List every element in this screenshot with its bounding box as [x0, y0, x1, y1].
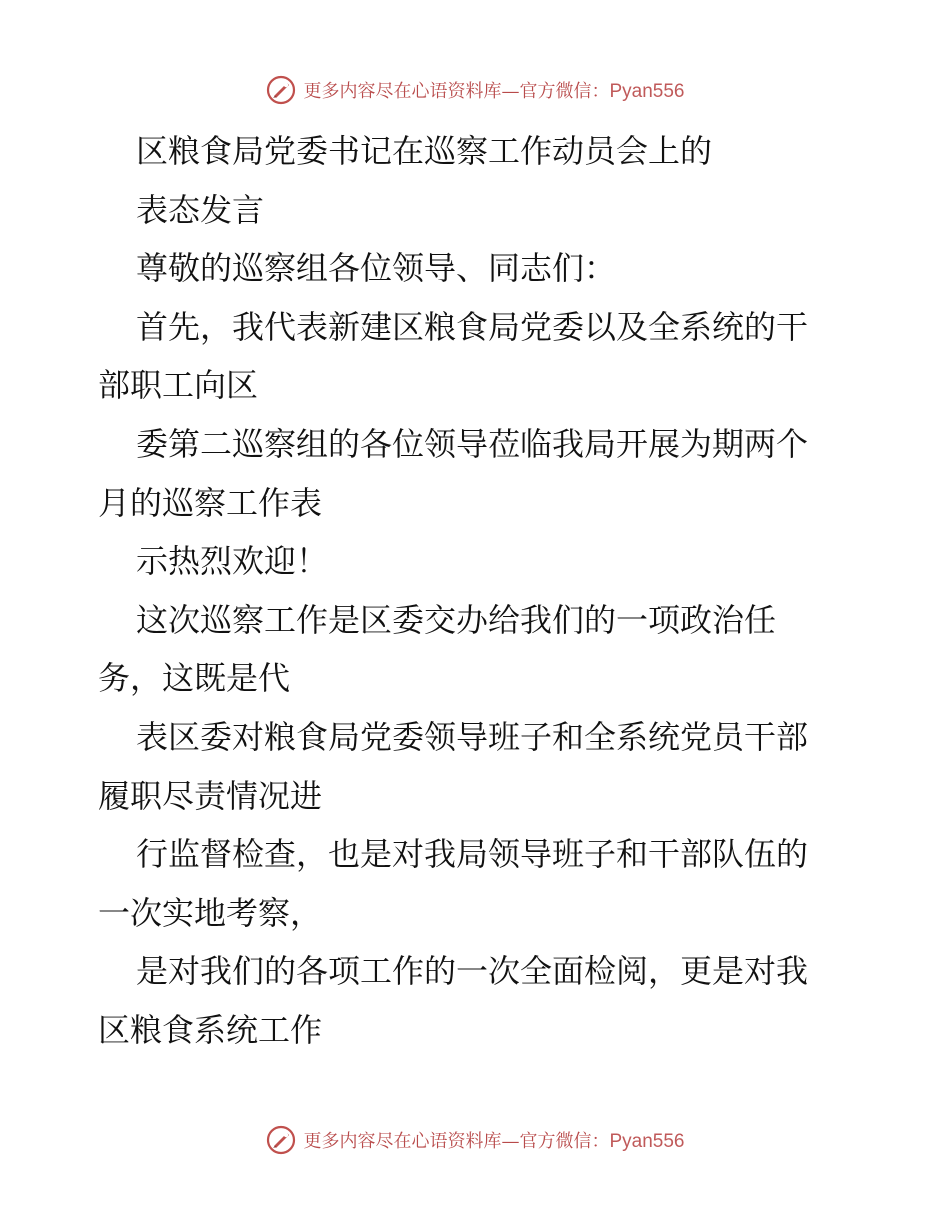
text-line: 务，这既是代 [98, 659, 291, 698]
text-line: 表区委对粮食局党委领导班子和全系统党员干部 [136, 717, 809, 756]
text-line: 一次实地考察， [98, 893, 323, 932]
text-line: 区粮食系统工作 [98, 1010, 323, 1049]
text-line: 首先，我代表新建区粮食局党委以及全系统的干 [136, 307, 809, 346]
text-line: 示热烈欢迎！ [136, 542, 329, 581]
text-line: 是对我们的各项工作的一次全面检阅，更是对我 [136, 952, 809, 991]
header-brand-text: 更多内容尽在心语资料库 [303, 81, 502, 102]
footer-account-id: Pyan556 [609, 1131, 685, 1152]
text-line-salutation: 尊敬的巡察组各位领导、同志们： [136, 249, 617, 288]
header-account-label: 官方微信： [519, 81, 610, 102]
text-line: 这次巡察工作是区委交办给我们的一项政治任 [136, 600, 777, 639]
header-watermark [0, 70, 950, 110]
text-line: 部职工向区 [98, 366, 259, 405]
quill-pen-logo-icon [265, 1124, 297, 1156]
quill-pen-logo-icon [265, 74, 297, 106]
footer-brand-text: 更多内容尽在心语资料库 [303, 1131, 502, 1152]
text-line: 行监督检查，也是对我局领导班子和干部队伍的 [136, 835, 809, 874]
text-line: 履职尽责情况进 [98, 776, 323, 815]
document-body [98, 122, 858, 1060]
header-account-id: Pyan556 [609, 81, 685, 102]
footer-account-label: 官方微信： [519, 1131, 610, 1152]
text-line-title-1: 区粮食局党委书记在巡察工作动员会上的 [136, 132, 713, 170]
footer-watermark [0, 1120, 950, 1160]
text-line: 委第二巡察组的各位领导莅临我局开展为期两个 [136, 424, 809, 463]
header-brand-separator: — [501, 81, 520, 102]
footer-brand-separator: — [501, 1131, 520, 1152]
text-line-title-2: 表态发言 [136, 190, 265, 229]
text-line: 月的巡察工作表 [98, 483, 323, 522]
